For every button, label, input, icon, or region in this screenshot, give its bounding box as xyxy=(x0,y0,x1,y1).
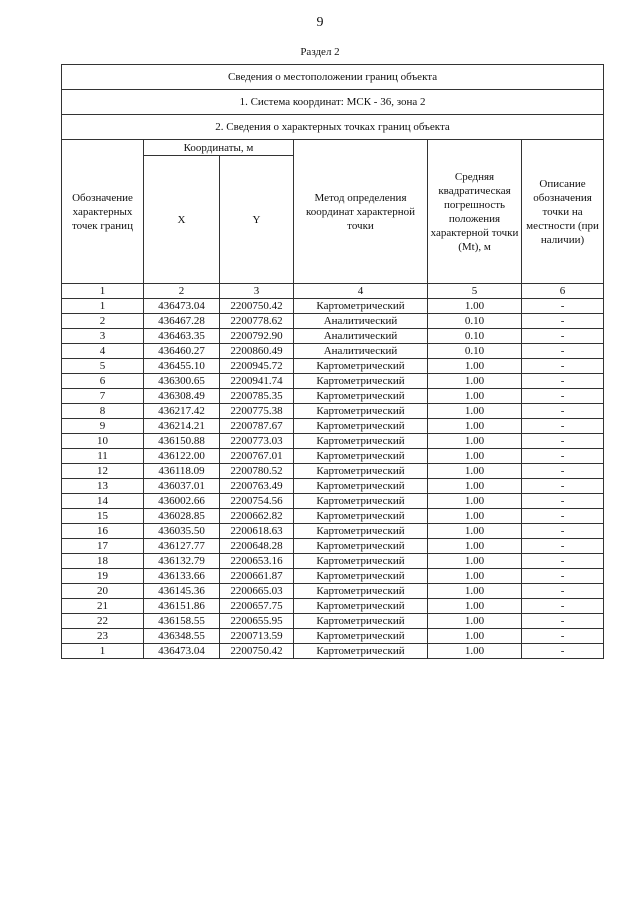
x-coordinate-cell: 436002.66 xyxy=(144,494,220,509)
y-coordinate-cell: 2200767.01 xyxy=(220,449,294,464)
table-row xyxy=(62,419,604,434)
description-cell: - xyxy=(522,314,604,329)
table-row xyxy=(62,464,604,479)
description-cell: - xyxy=(522,299,604,314)
error-cell: 0.10 xyxy=(428,344,522,359)
table-caption: Сведения о местоположении границ объекта xyxy=(62,65,604,90)
error-cell: 1.00 xyxy=(428,584,522,599)
error-cell: 0.10 xyxy=(428,329,522,344)
error-cell: 1.00 xyxy=(428,554,522,569)
method-cell: Картометрический xyxy=(294,569,428,584)
x-coordinate-cell: 436118.09 xyxy=(144,464,220,479)
method-cell: Аналитический xyxy=(294,344,428,359)
y-coordinate-cell: 2200665.03 xyxy=(220,584,294,599)
boundary-table xyxy=(61,64,604,659)
error-cell: 1.00 xyxy=(428,299,522,314)
y-coordinate-cell: 2200655.95 xyxy=(220,614,294,629)
x-coordinate-cell: 436132.79 xyxy=(144,554,220,569)
method-cell: Картометрический xyxy=(294,599,428,614)
header-y: Y xyxy=(220,156,294,284)
x-coordinate-cell: 436150.88 xyxy=(144,434,220,449)
error-cell: 1.00 xyxy=(428,449,522,464)
description-cell: - xyxy=(522,584,604,599)
y-coordinate-cell: 2200780.52 xyxy=(220,464,294,479)
column-number: 6 xyxy=(522,284,604,299)
y-coordinate-cell: 2200778.62 xyxy=(220,314,294,329)
method-cell: Картометрический xyxy=(294,524,428,539)
error-cell: 1.00 xyxy=(428,539,522,554)
point-number-cell: 15 xyxy=(62,509,144,524)
table-row xyxy=(62,629,604,644)
point-number-cell: 22 xyxy=(62,614,144,629)
y-coordinate-cell: 2200657.75 xyxy=(220,599,294,614)
x-coordinate-cell: 436145.36 xyxy=(144,584,220,599)
error-cell: 1.00 xyxy=(428,374,522,389)
error-cell: 1.00 xyxy=(428,389,522,404)
table-row xyxy=(62,374,604,389)
description-cell: - xyxy=(522,344,604,359)
description-cell: - xyxy=(522,524,604,539)
error-cell: 1.00 xyxy=(428,614,522,629)
y-coordinate-cell: 2200860.49 xyxy=(220,344,294,359)
page-number: 9 xyxy=(316,15,324,30)
y-coordinate-cell: 2200662.82 xyxy=(220,509,294,524)
section-title: Раздел 2 xyxy=(300,46,340,58)
column-number: 5 xyxy=(428,284,522,299)
description-cell: - xyxy=(522,644,604,659)
x-coordinate-cell: 436463.35 xyxy=(144,329,220,344)
method-cell: Картометрический xyxy=(294,494,428,509)
method-cell: Аналитический xyxy=(294,314,428,329)
y-coordinate-cell: 2200787.67 xyxy=(220,419,294,434)
error-cell: 1.00 xyxy=(428,464,522,479)
method-cell: Картометрический xyxy=(294,509,428,524)
column-number: 3 xyxy=(220,284,294,299)
y-coordinate-cell: 2200763.49 xyxy=(220,479,294,494)
x-coordinate-cell: 436348.55 xyxy=(144,629,220,644)
table-row xyxy=(62,584,604,599)
header-point: Обозначение характерных точек границ xyxy=(62,140,144,284)
description-cell: - xyxy=(522,569,604,584)
description-cell: - xyxy=(522,434,604,449)
table-row xyxy=(62,344,604,359)
table-row xyxy=(62,644,604,659)
x-coordinate-cell: 436467.28 xyxy=(144,314,220,329)
error-cell: 1.00 xyxy=(428,359,522,374)
table-row xyxy=(62,449,604,464)
table-row xyxy=(62,524,604,539)
table-row xyxy=(62,404,604,419)
x-coordinate-cell: 436151.86 xyxy=(144,599,220,614)
x-coordinate-cell: 436028.85 xyxy=(144,509,220,524)
table-row xyxy=(62,329,604,344)
description-cell: - xyxy=(522,494,604,509)
error-cell: 1.00 xyxy=(428,434,522,449)
method-cell: Картометрический xyxy=(294,584,428,599)
column-number: 2 xyxy=(144,284,220,299)
header-description: Описание обозначения точки на местности (при наличии) xyxy=(522,140,604,284)
table-row xyxy=(62,509,604,524)
point-number-cell: 20 xyxy=(62,584,144,599)
description-cell: - xyxy=(522,404,604,419)
y-coordinate-cell: 2200941.74 xyxy=(220,374,294,389)
x-coordinate-cell: 436473.04 xyxy=(144,299,220,314)
method-cell: Картометрический xyxy=(294,389,428,404)
x-coordinate-cell: 436035.50 xyxy=(144,524,220,539)
method-cell: Картометрический xyxy=(294,434,428,449)
description-cell: - xyxy=(522,374,604,389)
header-coordinates: Координаты, м xyxy=(144,140,294,156)
y-coordinate-cell: 2200653.16 xyxy=(220,554,294,569)
x-coordinate-cell: 436133.66 xyxy=(144,569,220,584)
point-number-cell: 7 xyxy=(62,389,144,404)
description-cell: - xyxy=(522,629,604,644)
table-row xyxy=(62,539,604,554)
error-cell: 1.00 xyxy=(428,479,522,494)
description-cell: - xyxy=(522,509,604,524)
point-number-cell: 5 xyxy=(62,359,144,374)
x-coordinate-cell: 436300.65 xyxy=(144,374,220,389)
method-cell: Картометрический xyxy=(294,359,428,374)
method-cell: Картометрический xyxy=(294,449,428,464)
error-cell: 1.00 xyxy=(428,404,522,419)
error-cell: 1.00 xyxy=(428,599,522,614)
error-cell: 1.00 xyxy=(428,494,522,509)
x-coordinate-cell: 436217.42 xyxy=(144,404,220,419)
point-number-cell: 16 xyxy=(62,524,144,539)
y-coordinate-cell: 2200773.03 xyxy=(220,434,294,449)
method-cell: Картометрический xyxy=(294,554,428,569)
point-number-cell: 19 xyxy=(62,569,144,584)
method-cell: Картометрический xyxy=(294,404,428,419)
description-cell: - xyxy=(522,359,604,374)
method-cell: Картометрический xyxy=(294,644,428,659)
method-cell: Картометрический xyxy=(294,374,428,389)
points-heading-row: 2. Сведения о характерных точках границ объекта xyxy=(62,115,604,140)
point-number-cell: 1 xyxy=(62,299,144,314)
x-coordinate-cell: 436214.21 xyxy=(144,419,220,434)
description-cell: - xyxy=(522,389,604,404)
table-row xyxy=(62,494,604,509)
table-row xyxy=(62,299,604,314)
error-cell: 1.00 xyxy=(428,524,522,539)
y-coordinate-cell: 2200792.90 xyxy=(220,329,294,344)
table-row xyxy=(62,614,604,629)
error-cell: 0.10 xyxy=(428,314,522,329)
point-number-cell: 17 xyxy=(62,539,144,554)
description-cell: - xyxy=(522,554,604,569)
point-number-cell: 10 xyxy=(62,434,144,449)
description-cell: - xyxy=(522,539,604,554)
point-number-cell: 3 xyxy=(62,329,144,344)
y-coordinate-cell: 2200618.63 xyxy=(220,524,294,539)
table-row xyxy=(62,569,604,584)
method-cell: Картометрический xyxy=(294,464,428,479)
x-coordinate-cell: 436158.55 xyxy=(144,614,220,629)
header-error: Средняя квадратическая погрешность положения характерной точки (Mt), м xyxy=(428,140,522,284)
description-cell: - xyxy=(522,479,604,494)
point-number-cell: 13 xyxy=(62,479,144,494)
point-number-cell: 1 xyxy=(62,644,144,659)
x-coordinate-cell: 436460.27 xyxy=(144,344,220,359)
header-x: X xyxy=(144,156,220,284)
x-coordinate-cell: 436122.00 xyxy=(144,449,220,464)
table-row xyxy=(62,359,604,374)
method-cell: Аналитический xyxy=(294,329,428,344)
point-number-cell: 18 xyxy=(62,554,144,569)
column-number: 1 xyxy=(62,284,144,299)
description-cell: - xyxy=(522,329,604,344)
point-number-cell: 12 xyxy=(62,464,144,479)
header-method: Метод определения координат характерной точки xyxy=(294,140,428,284)
y-coordinate-cell: 2200648.28 xyxy=(220,539,294,554)
method-cell: Картометрический xyxy=(294,614,428,629)
table-row xyxy=(62,479,604,494)
x-coordinate-cell: 436455.10 xyxy=(144,359,220,374)
y-coordinate-cell: 2200754.56 xyxy=(220,494,294,509)
point-number-cell: 11 xyxy=(62,449,144,464)
column-number: 4 xyxy=(294,284,428,299)
point-number-cell: 8 xyxy=(62,404,144,419)
table-row xyxy=(62,314,604,329)
method-cell: Картометрический xyxy=(294,419,428,434)
description-cell: - xyxy=(522,464,604,479)
error-cell: 1.00 xyxy=(428,569,522,584)
description-cell: - xyxy=(522,419,604,434)
table-row xyxy=(62,434,604,449)
error-cell: 1.00 xyxy=(428,419,522,434)
method-cell: Картометрический xyxy=(294,479,428,494)
point-number-cell: 6 xyxy=(62,374,144,389)
y-coordinate-cell: 2200661.87 xyxy=(220,569,294,584)
description-cell: - xyxy=(522,614,604,629)
coordinate-system-row: 1. Система координат: МСК - 36, зона 2 xyxy=(62,90,604,115)
y-coordinate-cell: 2200713.59 xyxy=(220,629,294,644)
point-number-cell: 21 xyxy=(62,599,144,614)
table-row xyxy=(62,554,604,569)
point-number-cell: 23 xyxy=(62,629,144,644)
point-number-cell: 4 xyxy=(62,344,144,359)
x-coordinate-cell: 436473.04 xyxy=(144,644,220,659)
description-cell: - xyxy=(522,599,604,614)
y-coordinate-cell: 2200750.42 xyxy=(220,299,294,314)
y-coordinate-cell: 2200775.38 xyxy=(220,404,294,419)
method-cell: Картометрический xyxy=(294,629,428,644)
error-cell: 1.00 xyxy=(428,629,522,644)
point-number-cell: 14 xyxy=(62,494,144,509)
x-coordinate-cell: 436127.77 xyxy=(144,539,220,554)
method-cell: Картометрический xyxy=(294,539,428,554)
method-cell: Картометрический xyxy=(294,299,428,314)
y-coordinate-cell: 2200945.72 xyxy=(220,359,294,374)
x-coordinate-cell: 436308.49 xyxy=(144,389,220,404)
y-coordinate-cell: 2200750.42 xyxy=(220,644,294,659)
description-cell: - xyxy=(522,449,604,464)
error-cell: 1.00 xyxy=(428,509,522,524)
point-number-cell: 2 xyxy=(62,314,144,329)
x-coordinate-cell: 436037.01 xyxy=(144,479,220,494)
y-coordinate-cell: 2200785.35 xyxy=(220,389,294,404)
error-cell: 1.00 xyxy=(428,644,522,659)
point-number-cell: 9 xyxy=(62,419,144,434)
table-row xyxy=(62,389,604,404)
column-numbers-row xyxy=(62,284,604,299)
table-row xyxy=(62,599,604,614)
